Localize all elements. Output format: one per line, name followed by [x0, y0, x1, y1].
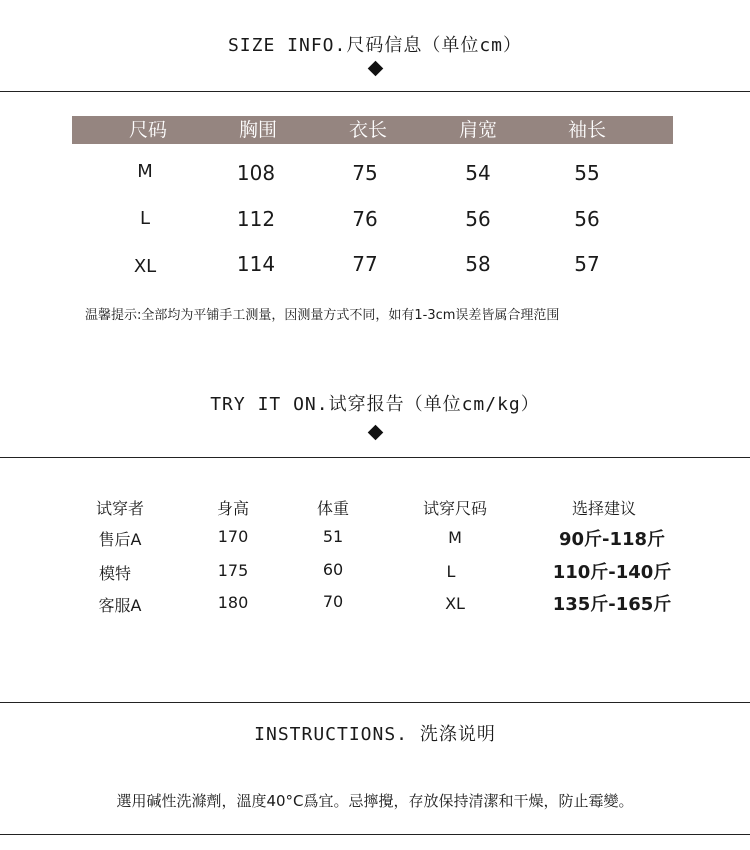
divider: [0, 834, 750, 835]
header-shoulder: 肩宽: [458, 119, 497, 141]
table-cell: 58: [465, 252, 491, 276]
table-cell: 110斤-140斤: [552, 562, 672, 583]
table-cell: 76: [352, 207, 378, 231]
header-height: 身高: [216, 499, 249, 518]
table-cell: M: [137, 161, 153, 182]
table-cell: 77: [352, 252, 378, 276]
size-table-header: [72, 116, 673, 144]
table-cell: 55: [574, 161, 600, 185]
header-length: 衣长: [348, 119, 387, 141]
table-cell: 112: [236, 207, 276, 231]
header-size: 尺码: [128, 119, 167, 141]
table-cell: L: [446, 562, 456, 581]
table-cell: 175: [217, 561, 249, 580]
table-cell: 60: [322, 560, 344, 579]
table-cell: L: [139, 208, 151, 229]
table-cell: M: [448, 528, 462, 547]
table-cell: 54: [465, 161, 491, 185]
try-on-title: TRY IT ON.试穿报告（单位cm/kg）: [210, 394, 540, 415]
header-suggestion: 选择建议: [571, 499, 636, 518]
divider: [0, 457, 750, 458]
table-cell: 56: [574, 207, 600, 231]
table-cell: 51: [322, 527, 344, 546]
table-cell: XL: [445, 594, 465, 613]
diamond-icon: [368, 425, 384, 441]
header-chest: 胸围: [238, 119, 277, 141]
table-cell: 114: [236, 252, 276, 276]
table-cell: 57: [574, 252, 600, 276]
diamond-icon: [368, 61, 384, 77]
table-cell: 180: [217, 593, 249, 612]
table-cell: 56: [465, 207, 491, 231]
table-cell: 90斤-118斤: [558, 529, 666, 550]
care-instructions: 選用碱性洗滌劑，溫度40°C爲宜。忌擰攪，存放保持清潔和干燥，防止霉變。: [116, 792, 634, 810]
table-cell: 模特: [98, 564, 131, 583]
header-tester: 试穿者: [95, 499, 144, 518]
table-cell: 70: [322, 592, 344, 611]
table-cell: 售后A: [98, 530, 142, 549]
header-weight: 体重: [316, 499, 349, 518]
instructions-title: INSTRUCTIONS. 洗涤说明: [254, 724, 496, 745]
table-cell: 170: [217, 527, 249, 546]
divider: [0, 702, 750, 703]
header-try-size: 试穿尺码: [422, 499, 487, 518]
header-sleeve: 袖长: [567, 119, 606, 141]
size-info-title: SIZE INFO.尺码信息（单位cm）: [227, 35, 523, 56]
table-cell: 135斤-165斤: [552, 594, 672, 615]
table-cell: 108: [236, 161, 276, 185]
divider: [0, 91, 750, 92]
table-cell: 客服A: [98, 596, 142, 615]
table-cell: XL: [133, 256, 157, 277]
table-cell: 75: [352, 161, 378, 185]
measurement-note: 温馨提示:全部均为平铺手工测量，因测量方式不同，如有1-3cm误差皆属合理范围: [85, 308, 560, 323]
